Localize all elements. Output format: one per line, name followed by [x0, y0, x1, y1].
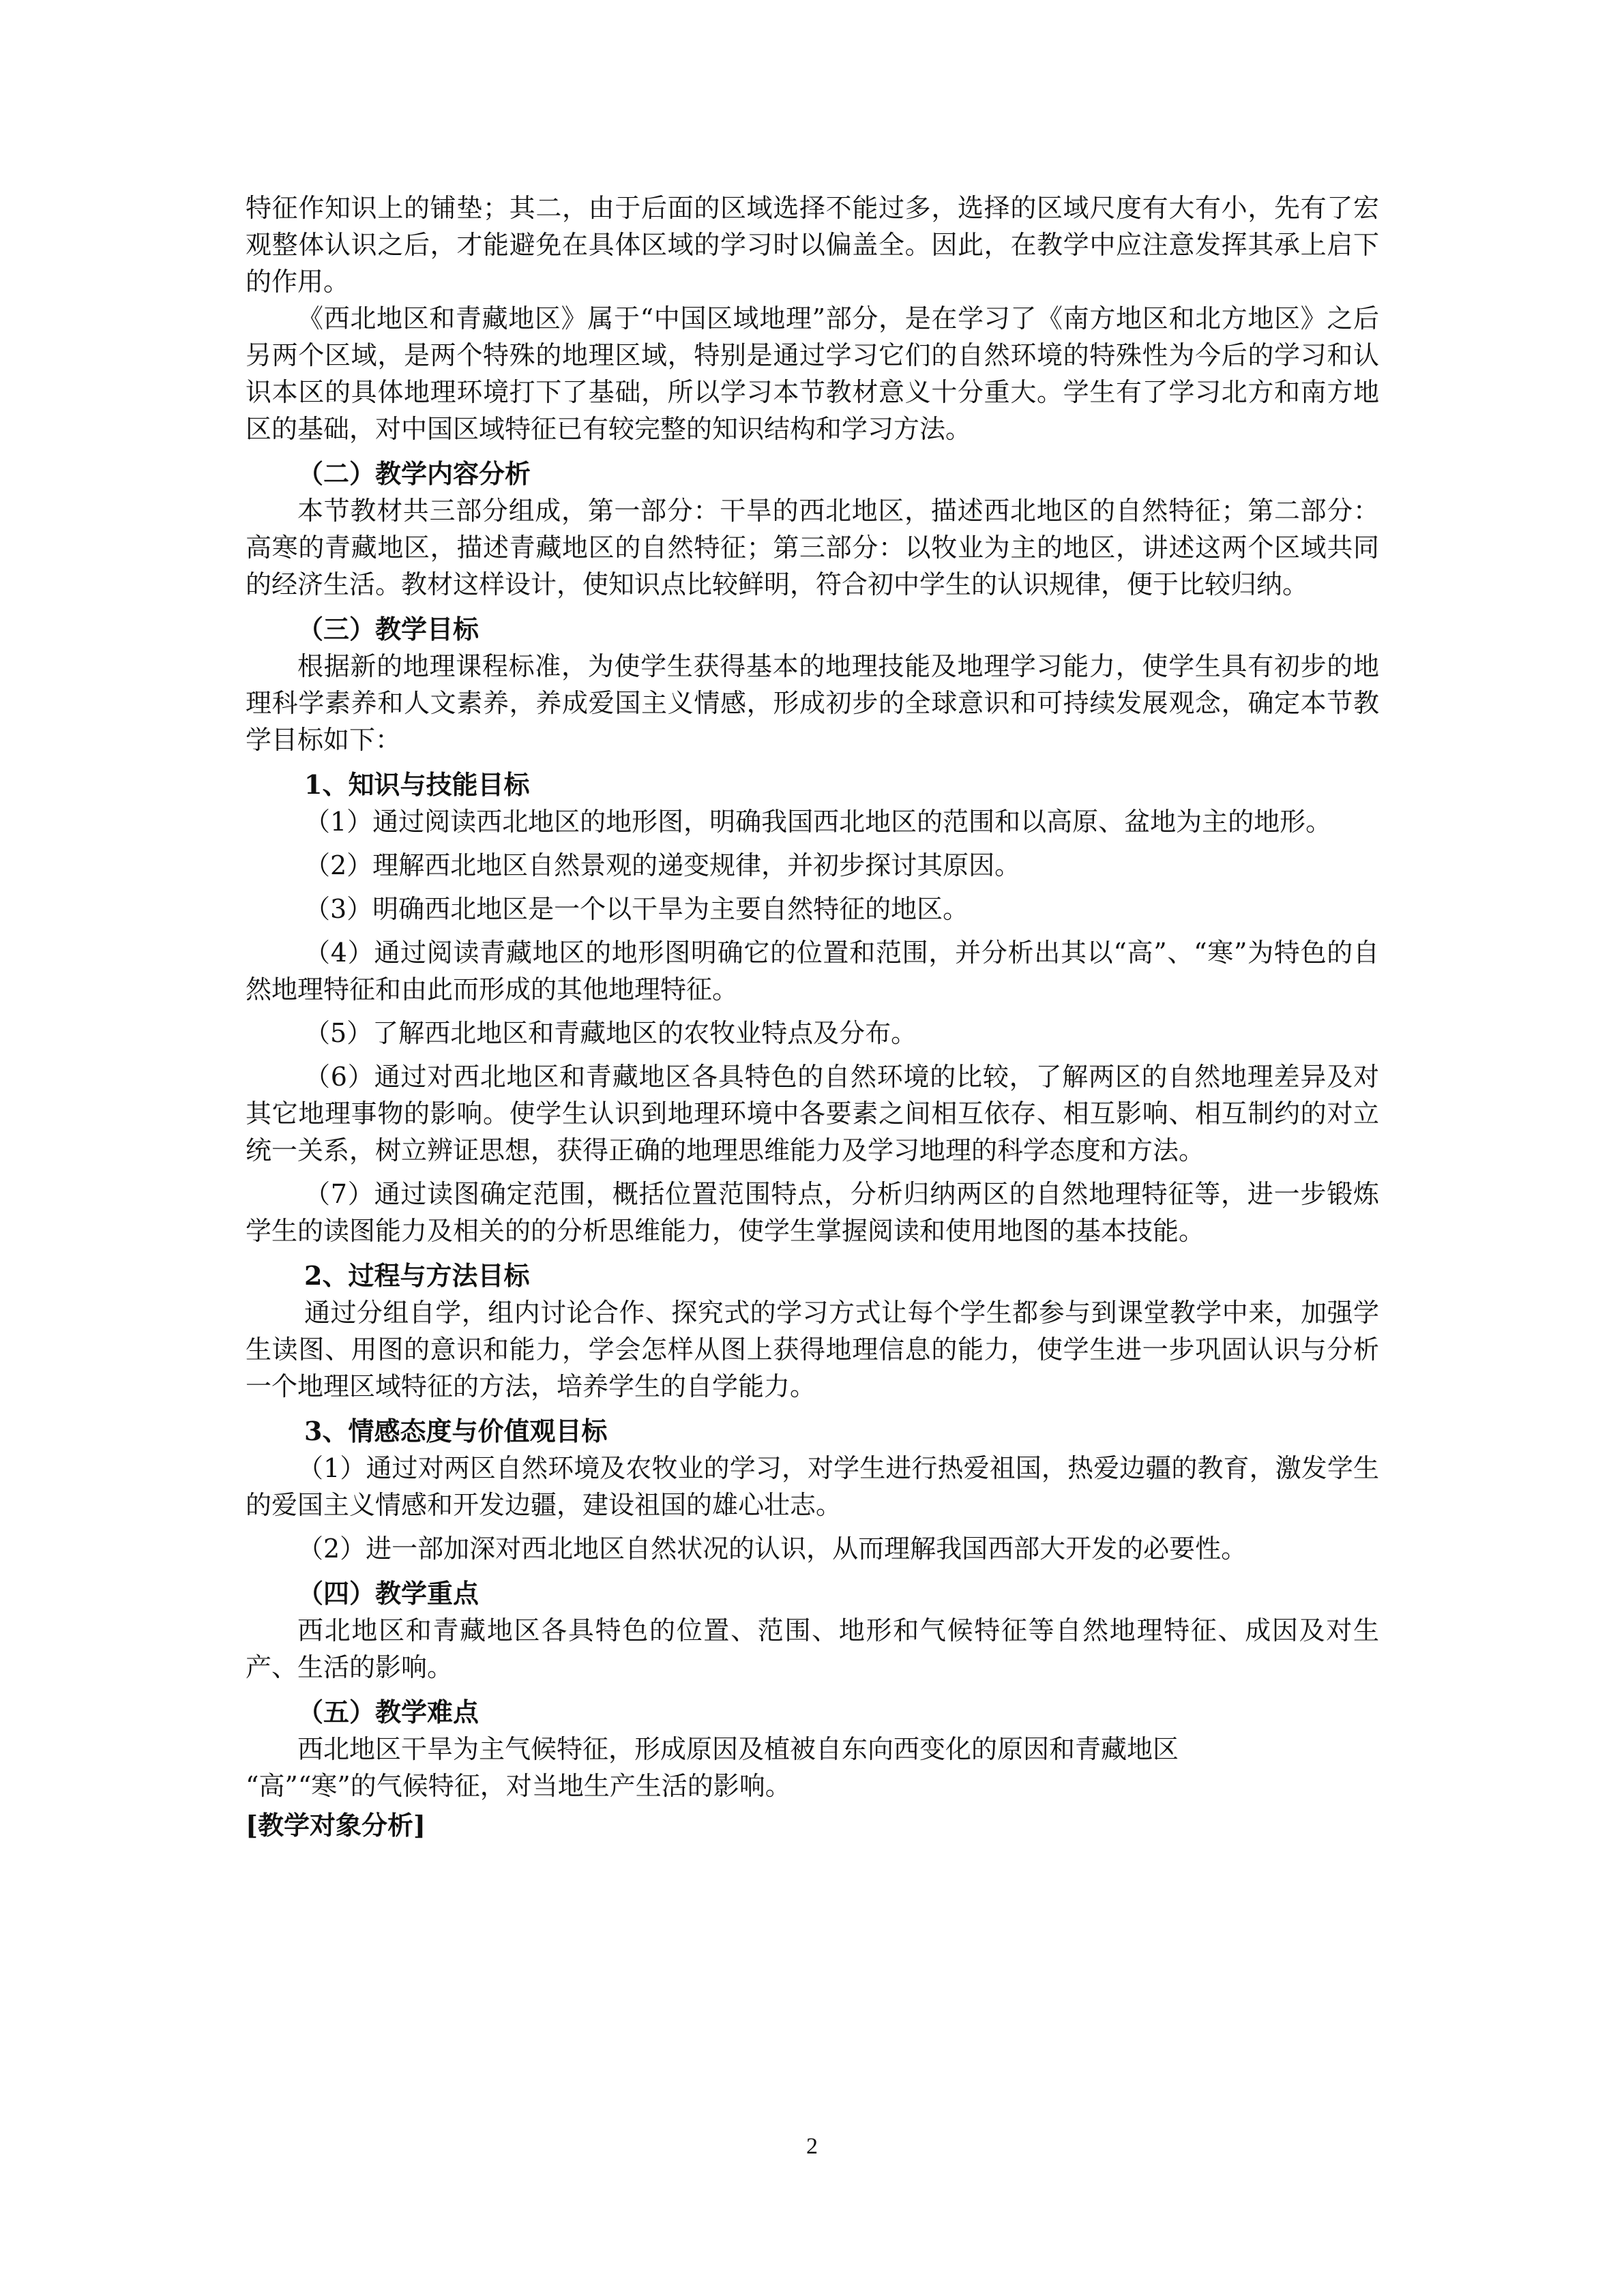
page-number: 2 — [806, 2134, 818, 2159]
list-item-emotion-1: （1）通过对两区自然环境及农牧业的学习，对学生进行热爱祖国，热爱边疆的教育，激发学生的爱国主义情感和开发边疆，建设祖国的雄心壮志。 — [246, 1453, 1379, 1520]
paragraph-difficult-points-line2: “高”“寒”的气候特征，对当地生产生活的影响。 — [246, 1771, 791, 1801]
paragraph-teaching-goals: 根据新的地理课程标准，为使学生获得基本的地理技能及地理学习能力，使学生具有初步的地理科学素养和人文素养，养成爱国主义情感，形成初步的全球意识和可持续发展观念，确定本节教学目标如下： — [246, 651, 1379, 755]
document-body — [246, 190, 1379, 1844]
list-item-knowledge-4: （4）通过阅读青藏地区的地形图明确它的位置和范围，并分析出其以“高”、“寒”为特色的自然地理特征和由此而形成的其他地理特征。 — [246, 938, 1379, 1004]
list-item-knowledge-5: （5）了解西北地区和青藏地区的农牧业特点及分布。 — [304, 1018, 917, 1048]
list-item-knowledge-2: （2）理解西北地区自然景观的递变规律，并初步探讨其原因。 — [304, 850, 1021, 880]
paragraph-region-overview: 《西北地区和青藏地区》属于“中国区域地理”部分，是在学习了《南方地区和北方地区》之后另两个区域，是两个特殊的地理区域，特别是通过学习它们的自然环境的特殊性为今后的学习和认识本区的具体地理环境打下了基础，所以学习本节教材意义十分重大。学生有了学习北方和南方地区的基础，对中国区域特征已有较完整的知识结构和学习方法。 — [246, 303, 1379, 444]
heading-emotion-values: 3、情感态度与价值观目标 — [304, 1416, 608, 1446]
heading-knowledge-skills: 1、知识与技能目标 — [304, 769, 530, 800]
list-item-knowledge-3: （3）明确西北地区是一个以干旱为主要自然特征的地区。 — [304, 894, 969, 924]
list-item-knowledge-6: （6）通过对西北地区和青藏地区各具特色的自然环境的比较，了解两区的自然地理差异及对其它地理事物的影响。使学生认识到地理环境中各要素之间相互依存、相互影响、相互制约的对立统一关系，树立辨证思想，获得正确的地理思维能力及学习地理的科学态度和方法。 — [246, 1062, 1379, 1165]
paragraph-content-analysis: 本节教材共三部分组成，第一部分：干旱的西北地区，描述西北地区的自然特征；第二部分：高寒的青藏地区，描述青藏地区的自然特征；第三部分：以牧业为主的地区，讲述这两个区域共同的经济生活。教材这样设计，使知识点比较鲜明，符合初中学生的认识规律，便于比较归纳。 — [246, 496, 1379, 599]
paragraph-process-method: 通过分组自学，组内讨论合作、探究式的学习方式让每个学生都参与到课堂教学中来，加强学生读图、用图的意识和能力，学会怎样从图上获得地理信息的能力，使学生进一步巩固认识与分析一个地理区域特征的方法，培养学生的自学能力。 — [246, 1298, 1379, 1401]
heading-difficult-points: （五）教学难点 — [297, 1697, 479, 1727]
heading-content-analysis: （二）教学内容分析 — [297, 458, 531, 489]
paragraph-intro-continued: 特征作知识上的铺垫；其二，由于后面的区域选择不能过多，选择的区域尺度有大有小，先有了宏观整体认识之后，才能避免在具体区域的学习时以偏盖全。因此，在教学中应注意发挥其承上启下的作用。 — [246, 193, 1379, 297]
paragraph-difficult-points-line1: 西北地区干旱为主气候特征，形成原因及植被自东向西变化的原因和青藏地区 — [297, 1734, 1179, 1764]
list-item-knowledge-7: （7）通过读图确定范围，概括位置范围特点，分析归纳两区的自然地理特征等，进一步锻炼学生的读图能力及相关的的分析思维能力，使学生掌握阅读和使用地图的基本技能。 — [246, 1179, 1379, 1246]
list-item-emotion-2: （2）进一部加深对西北地区自然状况的认识，从而理解我国西部大开发的必要性。 — [297, 1534, 1247, 1564]
heading-teaching-goals: （三）教学目标 — [297, 614, 479, 644]
heading-process-method: 2、过程与方法目标 — [304, 1260, 530, 1291]
heading-key-points: （四）教学重点 — [297, 1578, 479, 1609]
heading-student-analysis: [教学对象分析] — [246, 1810, 426, 1840]
list-item-knowledge-1: （1）通过阅读西北地区的地形图，明确我国西北地区的范围和以高原、盆地为主的地形。 — [304, 807, 1332, 837]
paragraph-key-points: 西北地区和青藏地区各具特色的位置、范围、地形和气候特征等自然地理特征、成因及对生产、生活的影响。 — [246, 1615, 1379, 1682]
